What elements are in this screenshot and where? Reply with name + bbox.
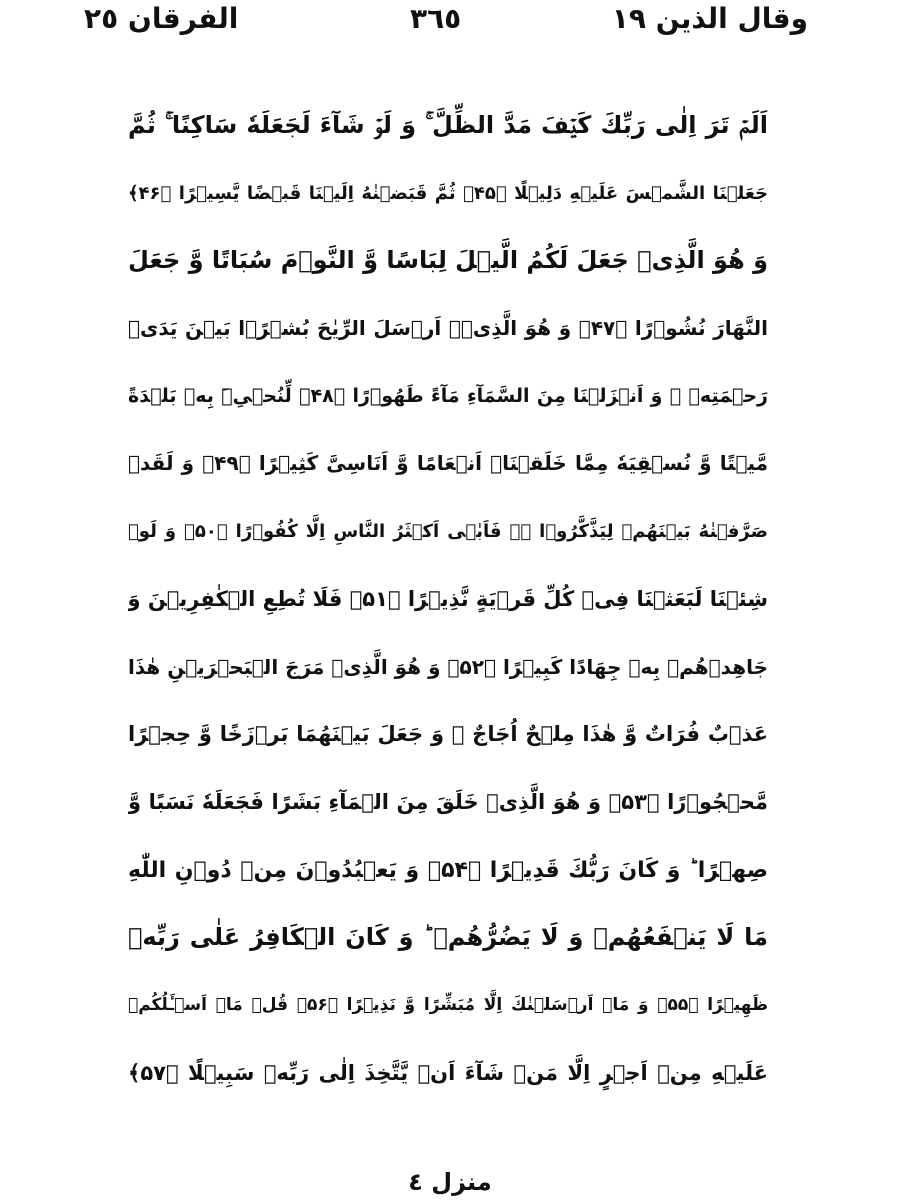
text-line-15: عَلَیۡهِ مِنۡ اَجۡرٍ اِلَّا مَنۡ شَآءَ اَنۡ یَّتَّخِذَ اِلٰی رَبِّهٖ سَبِیۡلًا ﴿۵۷﴾ bbox=[128, 1060, 768, 1085]
text-line-4: النَّهَارَ نُشُوۡرًا ﴿۴۷﴾ وَ هُوَ الَّذِیۡۤ اَرۡسَلَ الرِّیٰحَ بُشۡرًۢا بَیۡنَ یَدَیۡ bbox=[128, 316, 768, 341]
text-line-8: شِئۡنَا لَبَعَثۡنَا فِیۡ كُلِّ قَرۡیَةٍ نَّذِیۡرًا ﴿۵۱﴾ فَلَا تُطِعِ الۡكٰفِرِیۡنَ وَ bbox=[128, 586, 768, 611]
text-line-11: مَّحۡجُوۡرًا ﴿۵۳﴾ وَ هُوَ الَّذِیۡ خَلَقَ مِنَ الۡمَآءِ بَشَرًا فَجَعَلَهٗ نَسَبًا وَّ bbox=[128, 789, 768, 814]
text-line-7: صَرَّفۡنٰهُ بَیۡنَهُمۡ لِیَذَّكَّرُوۡا ۫ۖ فَاَبٰۤی اَكۡثَرُ النَّاسِ اِلَّا كُفُوۡرًا ﴿۵۰﴾ وَ لَوۡ bbox=[128, 521, 768, 543]
text-line-14: ظَهِیۡرًا ﴿۵۵﴾ وَ مَاۤ اَرۡسَلۡنٰكَ اِلَّا مُبَشِّرًا وَّ نَذِیۡرًا ﴿۵۶﴾ قُلۡ مَاۤ اَسۡـَٔلُكُمۡ bbox=[128, 994, 768, 1015]
text-line-13: مَا لَا یَنۡفَعُهُمۡ وَ لَا یَضُرُّهُمۡ ؕ وَ كَانَ الۡكَافِرُ عَلٰی رَبِّهٖ bbox=[128, 923, 768, 952]
text-line-10: عَذۡبٌ فُرَاتٌ وَّ هٰذَا مِلۡحٌ اُجَاجٌ ۚ وَ جَعَلَ بَیۡنَهُمَا بَرۡزَخًا وَّ حِجۡرًا bbox=[128, 722, 768, 747]
text-line-5: رَحۡمَتِهٖ ۚ وَ اَنۡزَلۡنَا مِنَ السَّمَآءِ مَآءً طَهُوۡرًا ﴿۴۸﴾ لِّنُحۡیِۦَ بِهٖ بَلۡدَةً bbox=[128, 384, 768, 407]
juz-title: وقال الذین ١٩ bbox=[611, 2, 808, 35]
text-line-3: وَ هُوَ الَّذِیۡ جَعَلَ لَكُمُ الَّیۡلَ لِبَاسًا وَّ النَّوۡمَ سُبَاتًا وَّ جَعَلَ bbox=[128, 246, 768, 275]
quran-text-block bbox=[128, 92, 768, 1107]
manzil-footer: منزل ٤ bbox=[408, 1168, 492, 1196]
surah-title: الفرقان ٢٥ bbox=[84, 2, 239, 35]
text-line-2: جَعَلۡنَا الشَّمۡسَ عَلَیۡهِ دَلِیۡلًا ﴿۴۵﴾ ثُمَّ قَبَضۡنٰهُ اِلَیۡنَا قَبۡضًا یَّسِیۡرًا ﴿۴۶﴾ bbox=[128, 182, 768, 204]
text-line-1: اَلَمۡ تَرَ اِلٰی رَبِّكَ كَیۡفَ مَدَّ الظِّلَّ ۚ وَ لَوۡ شَآءَ لَجَعَلَهٗ سَاكِنًا ۚ ثُمَّ bbox=[128, 111, 768, 139]
text-line-9: جَاهِدۡهُمۡ بِهٖ جِهَادًا كَبِیۡرًا ﴿۵۲﴾ وَ هُوَ الَّذِیۡ مَرَجَ الۡبَحۡرَیۡنِ هٰذَا bbox=[128, 654, 768, 679]
page-number: ٣٦٥ bbox=[410, 2, 462, 35]
page-header bbox=[0, 0, 900, 50]
text-line-6: مَّیۡتًا وَّ نُسۡقِیَهٗ مِمَّا خَلَقۡنَاۤ اَنۡعَامًا وَّ اَنَاسِیَّ كَثِیۡرًا ﴿۴۹﴾ وَ لَقَدۡ bbox=[128, 451, 768, 476]
text-line-12: صِهۡرًا ؕ وَ كَانَ رَبُّكَ قَدِیۡرًا ﴿۵۴﴾ وَ یَعۡبُدُوۡنَ مِنۡ دُوۡنِ اللّٰهِ bbox=[128, 857, 768, 883]
